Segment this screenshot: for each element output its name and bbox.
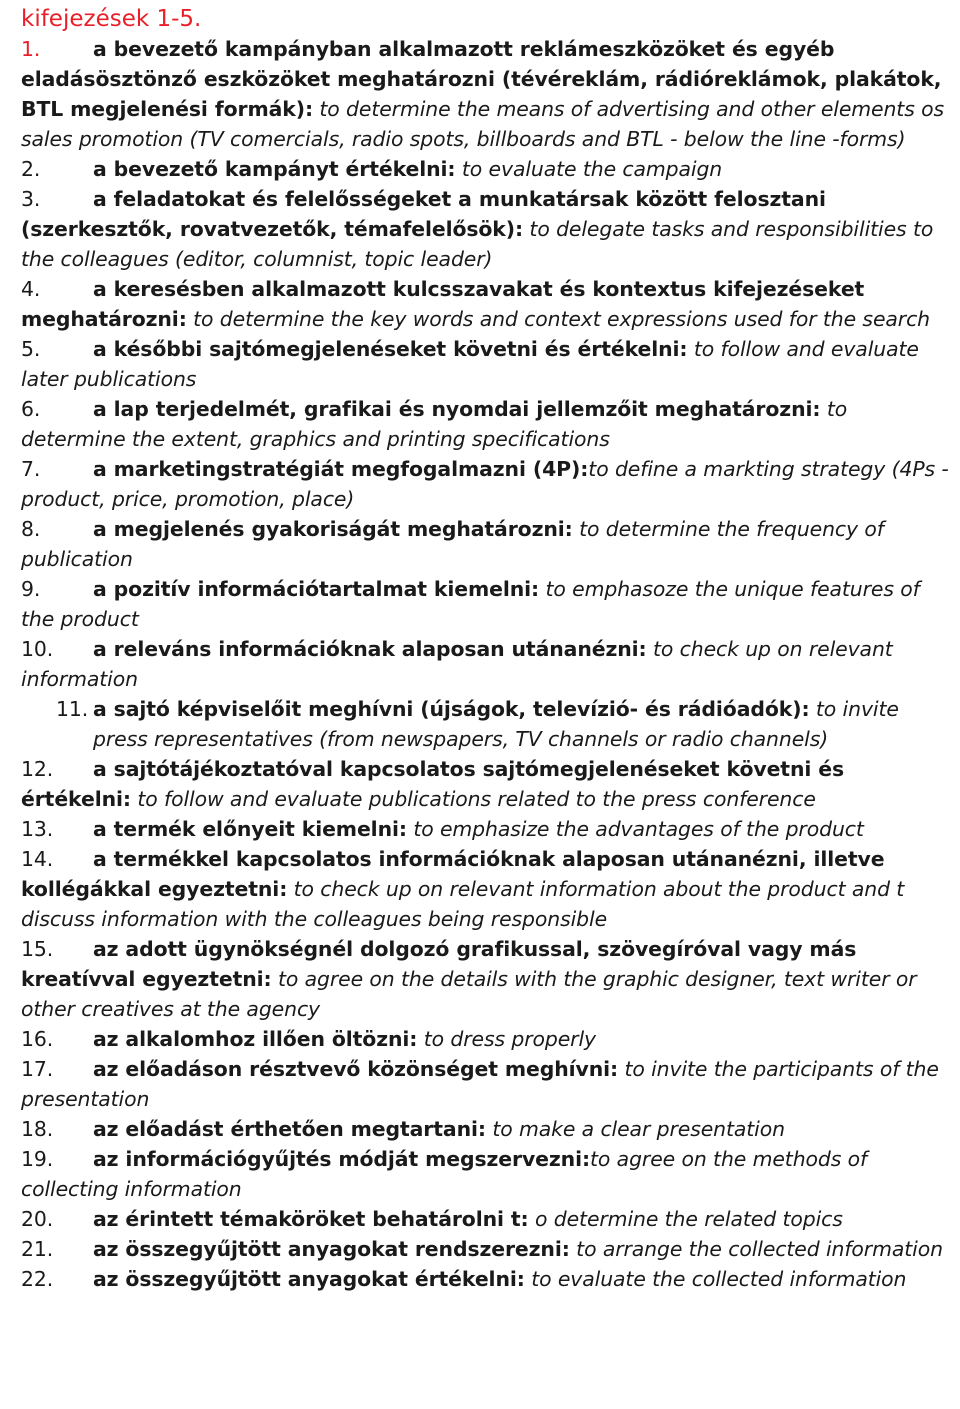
- list-item: [21, 34, 956, 154]
- page-title: kifejezések 1-5.: [21, 6, 202, 32]
- list-item: [21, 814, 956, 844]
- list-item: [21, 1144, 956, 1204]
- item-number: 22.: [21, 1267, 54, 1291]
- english-translation: to agree on the methods of collecting information: [21, 1147, 868, 1201]
- english-translation: to follow and evaluate later publications: [21, 337, 919, 391]
- hungarian-expression: a keresésben alkalmazott kulcsszavakat és kontextus kifejezéseket meghatározni:: [21, 277, 865, 331]
- english-translation: to evaluate the campaign: [455, 157, 723, 181]
- item-number: 5.: [21, 337, 41, 361]
- hungarian-expression: a pozitív információtartalmat kiemelni:: [93, 577, 540, 601]
- english-translation: to arrange the collected information: [569, 1237, 943, 1261]
- list-item: [21, 1114, 956, 1144]
- item-number: 16.: [21, 1027, 54, 1051]
- hungarian-expression: az alkalomhoz illően öltözni:: [93, 1027, 418, 1051]
- list-item: [21, 634, 956, 694]
- english-translation: to invite the participants of the presentation: [21, 1057, 939, 1111]
- english-translation: to emphasoze the unique features of the product: [21, 577, 920, 631]
- list-item: [21, 754, 956, 814]
- hungarian-expression: a későbbi sajtómegjelenéseket követni és értékelni:: [93, 337, 688, 361]
- hungarian-expression: az összegyűjtött anyagokat rendszerezni:: [93, 1237, 570, 1261]
- list-item: [21, 1204, 956, 1234]
- hungarian-expression: a lap terjedelmét, grafikai és nyomdai jellemzőit meghatározni:: [93, 397, 821, 421]
- expression-list: [21, 34, 956, 1294]
- item-number: 10.: [21, 637, 54, 661]
- list-item: [21, 1264, 956, 1294]
- list-item: [21, 394, 956, 454]
- hungarian-expression: a sajtó képviselőit meghívni (újságok, televízió- és rádióadók):: [93, 697, 810, 721]
- hungarian-expression: az előadást érthetően megtartani:: [93, 1117, 486, 1141]
- item-number: 13.: [21, 817, 54, 841]
- english-translation: to agree on the details with the graphic designer, text writer or other creatives at the agency: [21, 967, 917, 1021]
- hungarian-expression: az információgyűjtés módját megszervezni:: [93, 1147, 591, 1171]
- english-translation: to define a markting strategy (4Ps - product, price, promotion, place): [21, 457, 949, 511]
- hungarian-expression: az összegyűjtött anyagokat értékelni:: [93, 1267, 525, 1291]
- english-translation: to check up on relevant information about the product and t discuss information with the colleagues being responsible: [21, 877, 905, 931]
- english-translation: to determine the means of advertising and other elements os sales promotion (TV comercials, radio spots, billboards and BTL - below the line -forms): [21, 97, 944, 151]
- item-number: 9.: [21, 577, 41, 601]
- english-translation: to evaluate the collected information: [524, 1267, 907, 1291]
- hungarian-expression: a sajtótájékoztatóval kapcsolatos sajtómegjelenéseket követni és értékelni:: [21, 757, 845, 811]
- item-number: 11.: [56, 697, 89, 721]
- list-item: [21, 274, 956, 334]
- list-item: [21, 574, 956, 634]
- list-item: [21, 1054, 956, 1114]
- hungarian-expression: az adott ügynökségnél dolgozó grafikussal, szövegíróval vagy más kreatívval egyeztetni:: [21, 937, 857, 991]
- document-page: [21, 0, 956, 1294]
- hungarian-expression: a feladatokat és felelősségeket a munkatársak között felosztani (szerkesztők, rovatvezetők, témafelelősök):: [21, 187, 826, 241]
- item-number: 21.: [21, 1237, 54, 1261]
- list-item: [21, 694, 956, 754]
- list-item: [21, 844, 956, 934]
- item-number: 1.: [21, 37, 41, 61]
- english-translation: to determine the key words and context expressions used for the search: [186, 307, 931, 331]
- english-translation: to delegate tasks and responsibilities to the colleagues (editor, columnist, topic leader): [21, 217, 934, 271]
- hungarian-expression: a bevezető kampányban alkalmazott reklámeszközöket és egyéb eladásösztönző eszközöket meghatározni (tévéreklám, rádióreklámok, plakátok, BTL megjelenési formák):: [21, 37, 942, 121]
- list-item: [21, 1024, 956, 1054]
- english-translation: to make a clear presentation: [485, 1117, 785, 1141]
- item-number: 20.: [21, 1207, 54, 1231]
- item-number: 18.: [21, 1117, 54, 1141]
- list-item: [21, 934, 956, 1024]
- hungarian-expression: a marketingstratégiát megfogalmazni (4P):: [93, 457, 589, 481]
- list-item: [21, 154, 956, 184]
- english-translation: to determine the extent, graphics and printing specifications: [21, 397, 848, 451]
- item-number: 4.: [21, 277, 41, 301]
- hungarian-expression: a releváns információknak alaposan utánanézni:: [93, 637, 647, 661]
- hungarian-expression: a termékkel kapcsolatos információknak alaposan utánanézni, illetve kollégákkal egyeztetni:: [21, 847, 885, 901]
- item-number: 19.: [21, 1147, 54, 1171]
- english-translation: to check up on relevant information: [21, 637, 893, 691]
- item-number: 3.: [21, 187, 41, 211]
- item-number: 6.: [21, 397, 41, 421]
- hungarian-expression: az előadáson résztvevő közönséget meghívni:: [93, 1057, 619, 1081]
- english-translation: to dress properly: [417, 1027, 596, 1051]
- item-number: 12.: [21, 757, 54, 781]
- list-item: [21, 454, 956, 514]
- english-translation: to emphasize the advantages of the product: [406, 817, 864, 841]
- item-number: 2.: [21, 157, 41, 181]
- hungarian-expression: a megjelenés gyakoriságát meghatározni:: [93, 517, 573, 541]
- list-item: [21, 184, 956, 274]
- item-number: 8.: [21, 517, 41, 541]
- english-translation: o determine the related topics: [528, 1207, 843, 1231]
- english-translation: to determine the frequency of publication: [21, 517, 884, 571]
- english-translation: to follow and evaluate publications related to the press conference: [130, 787, 816, 811]
- hungarian-expression: a bevezető kampányt értékelni:: [93, 157, 456, 181]
- item-number: 7.: [21, 457, 41, 481]
- list-item: [21, 514, 956, 574]
- item-number: 15.: [21, 937, 54, 961]
- item-number: 14.: [21, 847, 54, 871]
- list-item: [21, 1234, 956, 1264]
- list-item: [21, 334, 956, 394]
- english-translation: to invite press representatives (from newspapers, TV channels or radio channels): [93, 697, 899, 751]
- hungarian-expression: az érintett témaköröket behatárolni t:: [93, 1207, 529, 1231]
- item-number: 17.: [21, 1057, 54, 1081]
- hungarian-expression: a termék előnyeit kiemelni:: [93, 817, 407, 841]
